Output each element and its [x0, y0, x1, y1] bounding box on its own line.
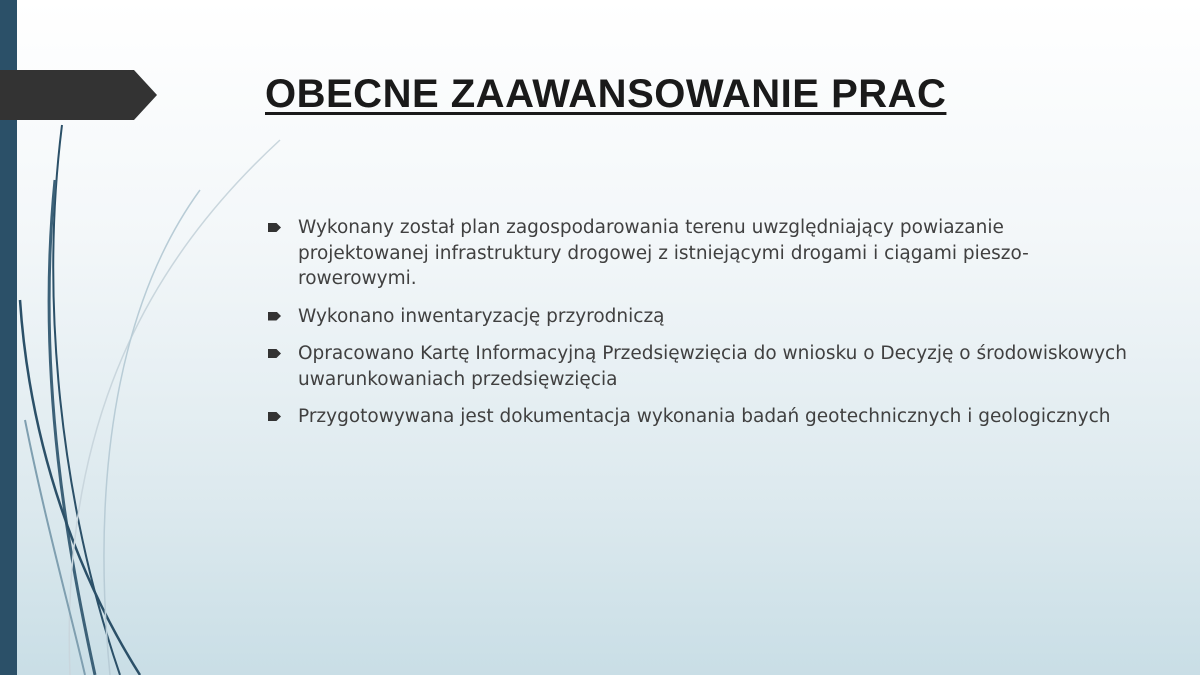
- bullet-text: Opracowano Kartę Informacyjną Przedsięwzięcia do wniosku o Decyzję o środowiskowych uwarunkowaniach przedsięwzięcia: [298, 343, 1127, 390]
- arrow-bullet-icon: [268, 412, 281, 421]
- bullet-item: [268, 404, 1128, 430]
- bullet-item: [268, 215, 1128, 292]
- arrow-bullet-icon: [268, 312, 281, 321]
- curve-4: [69, 140, 280, 675]
- arrow-bullet-icon: [268, 349, 281, 358]
- bullet-item: [268, 341, 1128, 392]
- curve-1: [53, 125, 120, 675]
- curve-2: [49, 180, 95, 675]
- slide-title: OBECNE ZAAWANSOWANIE PRAC: [265, 72, 947, 116]
- bullet-text: Wykonano inwentaryzację przyrodniczą: [298, 305, 665, 327]
- bullet-text: Wykonany został plan zagospodarowania terenu uwzględniający powiazanie projektowanej infrastruktury drogowej z istniejącymi drogami i ciągami pieszo-rowerowymi.: [298, 217, 1029, 289]
- bullet-text: Przygotowywana jest dokumentacja wykonania badań geotechnicznych i geologicznych: [298, 406, 1111, 427]
- arrow-bullet-icon: [268, 223, 281, 232]
- bullet-item: [268, 304, 1128, 330]
- bullet-list: [268, 215, 1128, 442]
- curve-5: [104, 190, 200, 675]
- title-arrow-shape: [0, 70, 157, 120]
